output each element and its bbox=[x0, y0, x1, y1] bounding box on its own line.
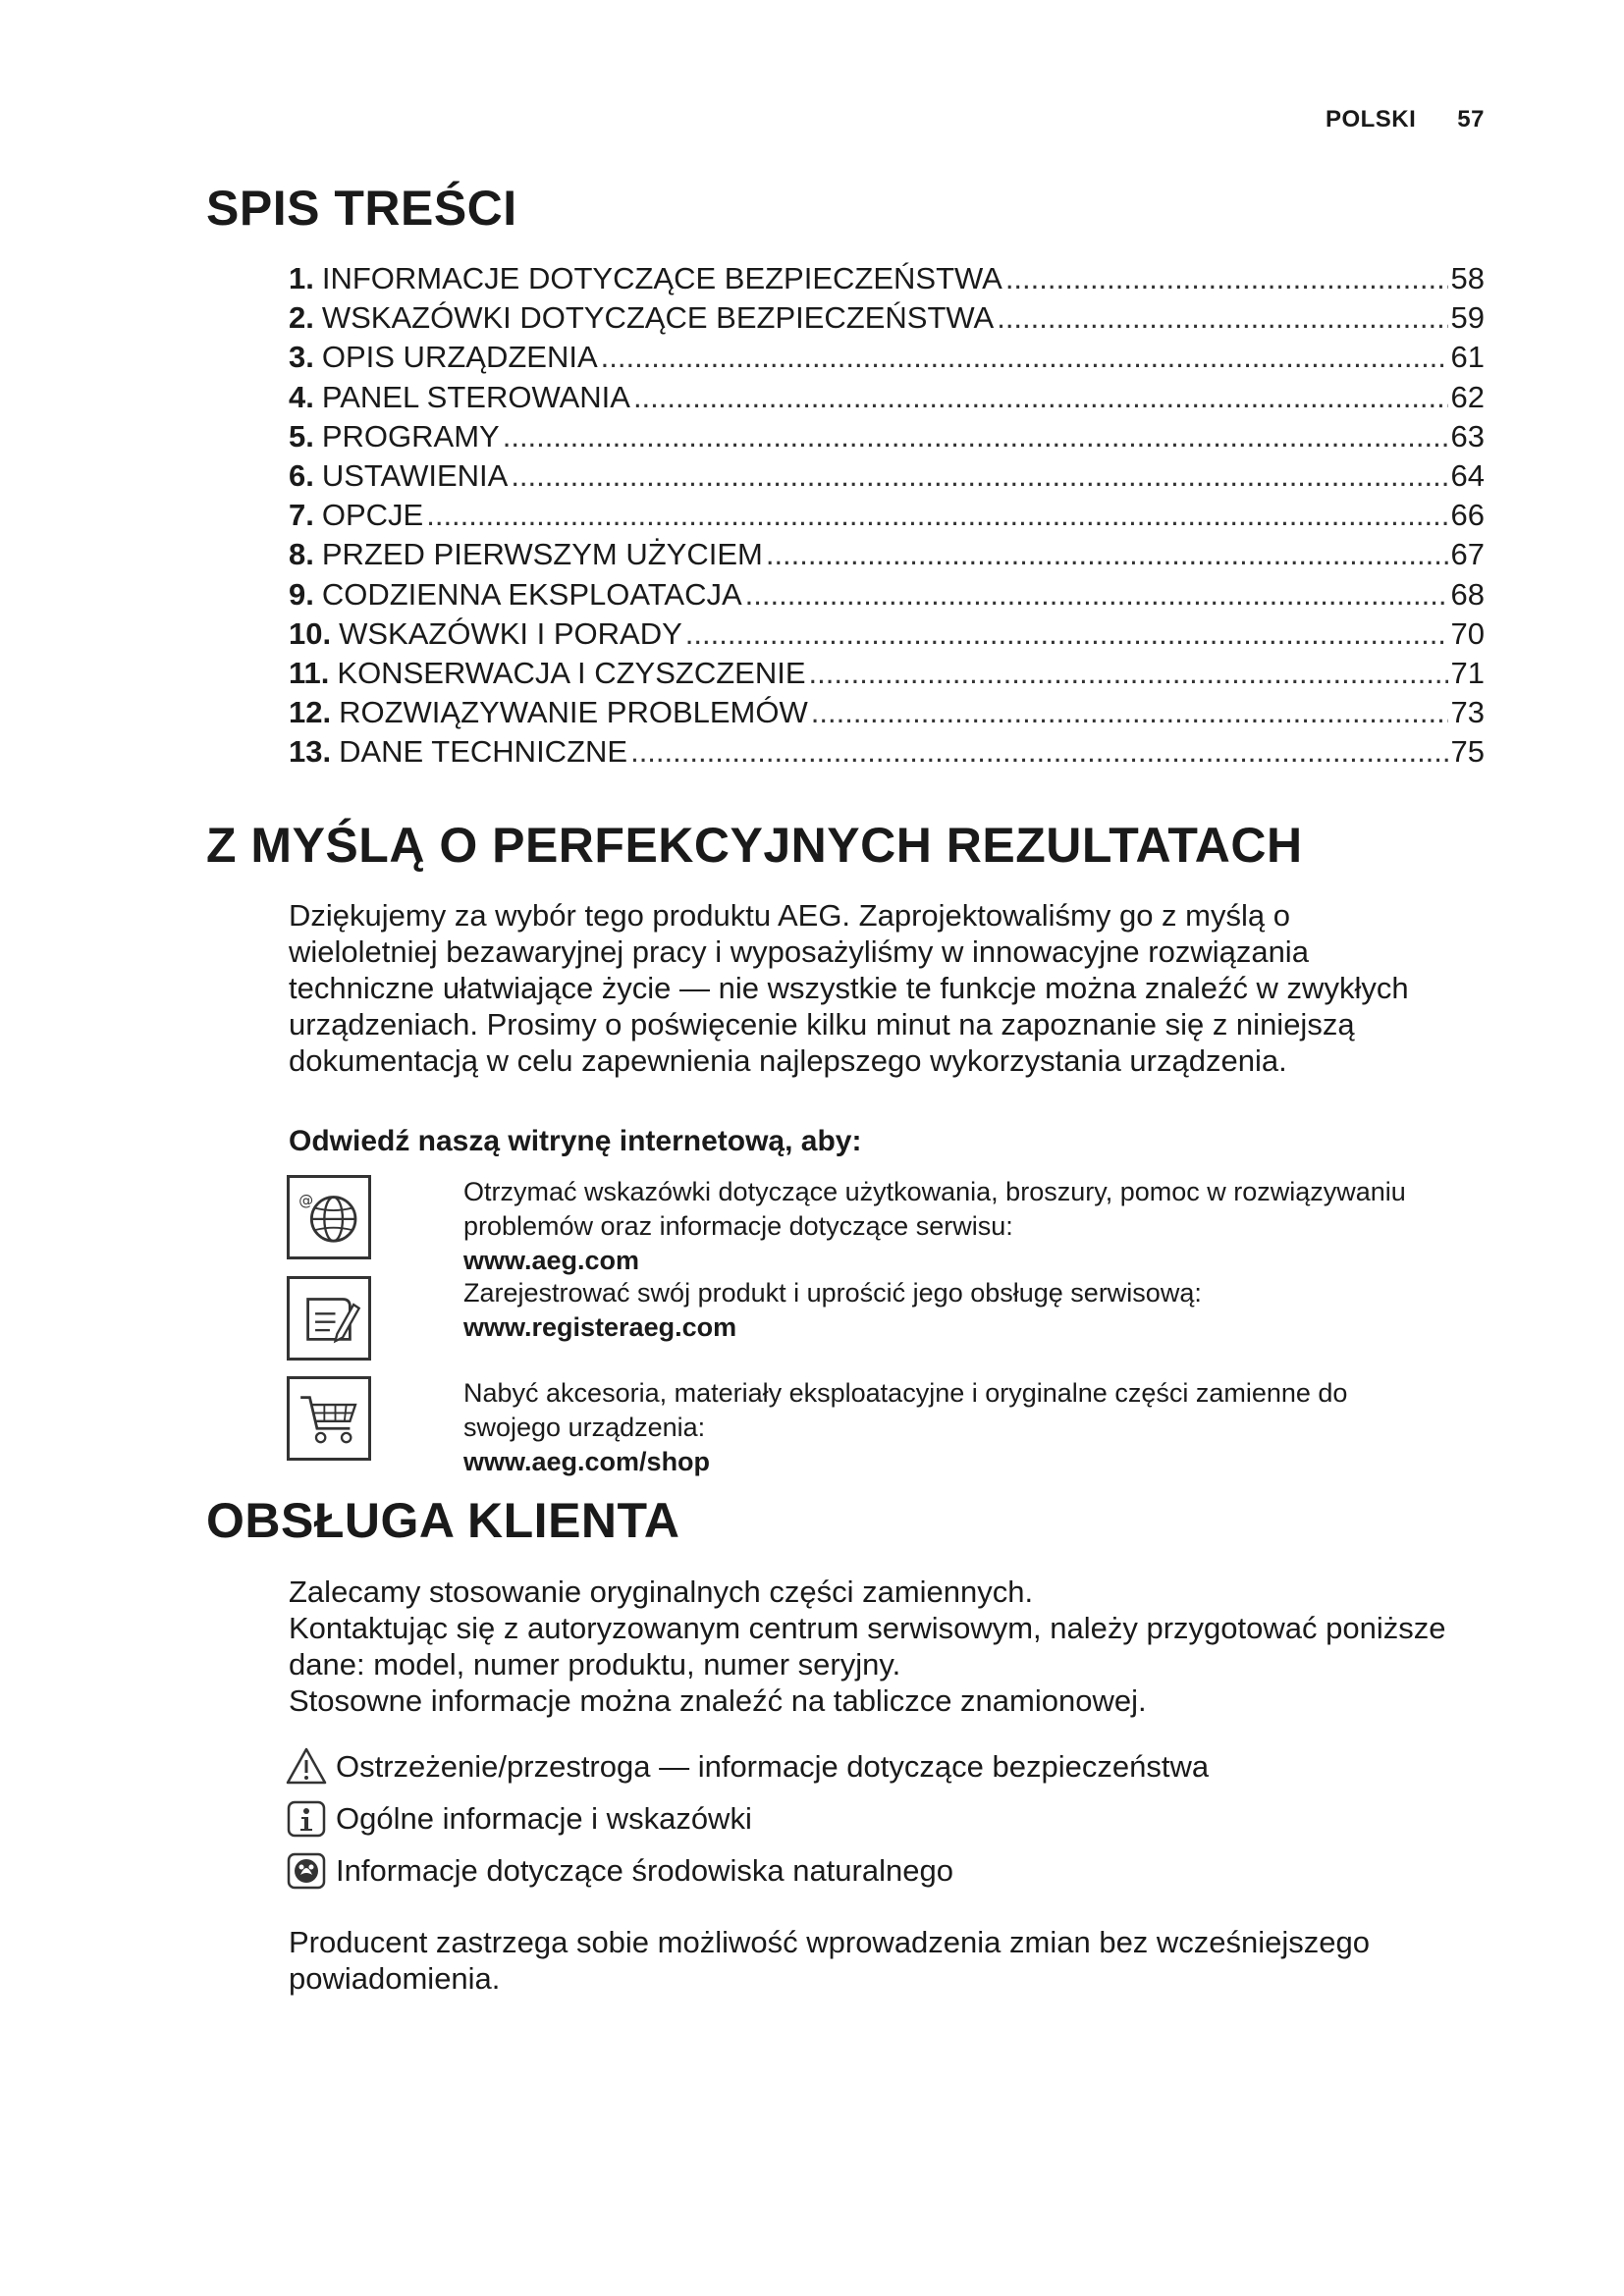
toc-leader-dots bbox=[811, 695, 1448, 730]
toc-item[interactable] bbox=[289, 380, 1485, 419]
web-link[interactable]: www.aeg.com bbox=[463, 1246, 640, 1275]
toc-item-label: ROZWIĄZYWANIE PROBLEMÓW bbox=[339, 695, 808, 730]
svg-text:@: @ bbox=[298, 1191, 314, 1209]
legend-info bbox=[285, 1794, 1463, 1843]
toc-item-page: 75 bbox=[1450, 734, 1485, 770]
toc-item-page: 71 bbox=[1450, 655, 1485, 690]
toc-item[interactable] bbox=[289, 656, 1485, 695]
toc-leader-dots bbox=[745, 577, 1448, 613]
toc-item-label: DANE TECHNICZNE bbox=[339, 734, 628, 770]
globe-icon bbox=[287, 1175, 371, 1259]
toc-item[interactable] bbox=[289, 695, 1485, 734]
language-label: POLSKI bbox=[1325, 106, 1417, 133]
toc-item-number: 3. bbox=[289, 340, 314, 375]
toc-item-page: 66 bbox=[1450, 498, 1485, 533]
web-item-support bbox=[287, 1175, 1465, 1273]
web-item-description bbox=[463, 1276, 1445, 1345]
toc-leader-dots bbox=[809, 656, 1448, 691]
page-header bbox=[1326, 106, 1485, 133]
page-number: 57 bbox=[1457, 106, 1485, 133]
toc-item-number: 12. bbox=[289, 695, 332, 730]
toc-item-number: 6. bbox=[289, 457, 314, 493]
web-item-text: Zarejestrować swój produkt i uprościć jego obsługę serwisową: bbox=[463, 1278, 1202, 1308]
table-of-contents bbox=[289, 261, 1485, 774]
toc-item[interactable] bbox=[289, 577, 1485, 616]
toc-item[interactable] bbox=[289, 261, 1485, 300]
toc-item-label: CODZIENNA EKSPLOATACJA bbox=[321, 576, 742, 612]
toc-item-number: 5. bbox=[289, 418, 314, 454]
legend-text: Ostrzeżenie/przestroga — informacje dotyczące bezpieczeństwa bbox=[336, 1749, 1210, 1784]
intro-paragraph: Dziękujemy za wybór tego produktu AEG. Zaprojektowaliśmy go z myślą o wieloletniej bezawaryjnej pracy i wyposażyliśmy w innowacyjne rozwiązania techniczne ułatwiające życie — nie wszystkie te funkcje można znaleźć w zwykłych urządzeniach. Prosimy o poświęcenie kilku minut na zapoznanie się z niniejszą dokumentacją w celu zapewnienia najlepszego wykorzystania urządzenia. bbox=[289, 898, 1409, 1078]
shopping-cart-icon bbox=[287, 1376, 371, 1461]
toc-item-label: KONSERWACJA I CZYSZCZENIE bbox=[337, 655, 806, 690]
toc-item-label: OPIS URZĄDZENIA bbox=[321, 340, 598, 375]
toc-title: SPIS TREŚCI bbox=[206, 181, 517, 236]
toc-leader-dots bbox=[1005, 261, 1448, 296]
warning-triangle-icon bbox=[285, 1745, 328, 1789]
customer-service-title: OBSŁUGA KLIENTA bbox=[206, 1493, 680, 1548]
toc-item[interactable] bbox=[289, 616, 1485, 656]
toc-item-page: 70 bbox=[1450, 615, 1485, 651]
toc-item[interactable] bbox=[289, 734, 1485, 774]
toc-item-label: INFORMACJE DOTYCZĄCE BEZPIECZEŃSTWA bbox=[321, 261, 1002, 295]
toc-leader-dots bbox=[685, 616, 1448, 652]
service-line: Kontaktując się z autoryzowanym centrum serwisowym, należy przygotować poniższe dane: model, numer produktu, numer seryjny. bbox=[289, 1611, 1446, 1682]
toc-item-number: 11. bbox=[289, 655, 330, 690]
toc-item-page: 62 bbox=[1450, 379, 1485, 414]
toc-item-number: 8. bbox=[289, 537, 314, 572]
toc-item-page: 63 bbox=[1450, 418, 1485, 454]
change-notice: Producent zastrzega sobie możliwość wprowadzenia zmian bez wcześniejszego powiadomienia. bbox=[289, 1925, 1371, 1996]
web-item-register bbox=[287, 1276, 1465, 1374]
toc-item[interactable] bbox=[289, 340, 1485, 379]
toc-item-number: 2. bbox=[289, 300, 314, 336]
customer-service-text bbox=[289, 1574, 1447, 1719]
toc-leader-dots bbox=[997, 300, 1447, 336]
toc-item-page: 61 bbox=[1450, 340, 1485, 375]
legend-warning bbox=[285, 1742, 1463, 1791]
visit-website-heading: Odwiedź naszą witrynę internetową, aby: bbox=[289, 1125, 862, 1157]
toc-leader-dots bbox=[503, 419, 1448, 454]
toc-item-number: 10. bbox=[289, 615, 332, 651]
web-item-text: Nabyć akcesoria, materiały eksploatacyjne i oryginalne części zamienne do swojego urządzenia: bbox=[463, 1378, 1348, 1442]
toc-item[interactable] bbox=[289, 498, 1485, 537]
legend-text: Ogólne informacje i wskazówki bbox=[336, 1801, 752, 1836]
web-item-description bbox=[463, 1376, 1445, 1479]
toc-item-page: 64 bbox=[1450, 457, 1485, 493]
toc-item[interactable] bbox=[289, 300, 1485, 340]
web-link[interactable]: www.aeg.com/shop bbox=[463, 1447, 711, 1476]
toc-leader-dots bbox=[426, 498, 1447, 533]
toc-item-number: 4. bbox=[289, 379, 314, 414]
toc-leader-dots bbox=[601, 340, 1448, 375]
toc-item-number: 13. bbox=[289, 734, 332, 770]
toc-item-label: WSKAZÓWKI DOTYCZĄCE BEZPIECZEŃSTWA bbox=[321, 300, 995, 336]
environment-icon bbox=[285, 1849, 328, 1893]
web-item-text: Otrzymać wskazówki dotyczące użytkowania, broszury, pomoc w rozwiązywaniu problemów oraz informacje dotyczące serwisu: bbox=[463, 1177, 1406, 1241]
toc-leader-dots bbox=[511, 458, 1447, 494]
toc-item-label: OPCJE bbox=[321, 498, 424, 533]
toc-item[interactable] bbox=[289, 419, 1485, 458]
results-section-title: Z MYŚLĄ O PERFEKCYJNYCH REZULTATACH bbox=[206, 818, 1303, 873]
register-document-icon bbox=[287, 1276, 371, 1361]
toc-item-label: PROGRAMY bbox=[321, 418, 500, 454]
toc-item[interactable] bbox=[289, 458, 1485, 498]
legend-environment bbox=[285, 1846, 1463, 1896]
web-link[interactable]: www.registeraeg.com bbox=[463, 1312, 737, 1342]
toc-leader-dots bbox=[630, 734, 1447, 770]
toc-item-label: PRZED PIERWSZYM UŻYCIEM bbox=[321, 537, 763, 572]
toc-item-number: 9. bbox=[289, 576, 314, 612]
toc-item-page: 73 bbox=[1450, 695, 1485, 730]
service-line: Stosowne informacje można znaleźć na tabliczce znamionowej. bbox=[289, 1683, 1147, 1718]
legend-text: Informacje dotyczące środowiska naturalnego bbox=[336, 1853, 953, 1888]
toc-item-number: 7. bbox=[289, 498, 314, 533]
toc-leader-dots bbox=[633, 380, 1448, 415]
toc-item-label: USTAWIENIA bbox=[321, 457, 509, 493]
toc-leader-dots bbox=[766, 537, 1448, 572]
toc-item-number: 1. bbox=[289, 261, 314, 295]
toc-item[interactable] bbox=[289, 537, 1485, 576]
toc-item-page: 58 bbox=[1450, 261, 1485, 295]
toc-item-page: 59 bbox=[1450, 300, 1485, 336]
info-icon bbox=[285, 1797, 328, 1841]
toc-item-label: WSKAZÓWKI I PORADY bbox=[339, 615, 682, 651]
toc-item-page: 67 bbox=[1450, 537, 1485, 572]
web-item-shop bbox=[287, 1376, 1465, 1474]
web-item-description bbox=[463, 1175, 1445, 1278]
toc-item-label: PANEL STEROWANIA bbox=[321, 379, 630, 414]
service-line: Zalecamy stosowanie oryginalnych części zamiennych. bbox=[289, 1575, 1034, 1609]
toc-item-page: 68 bbox=[1450, 576, 1485, 612]
